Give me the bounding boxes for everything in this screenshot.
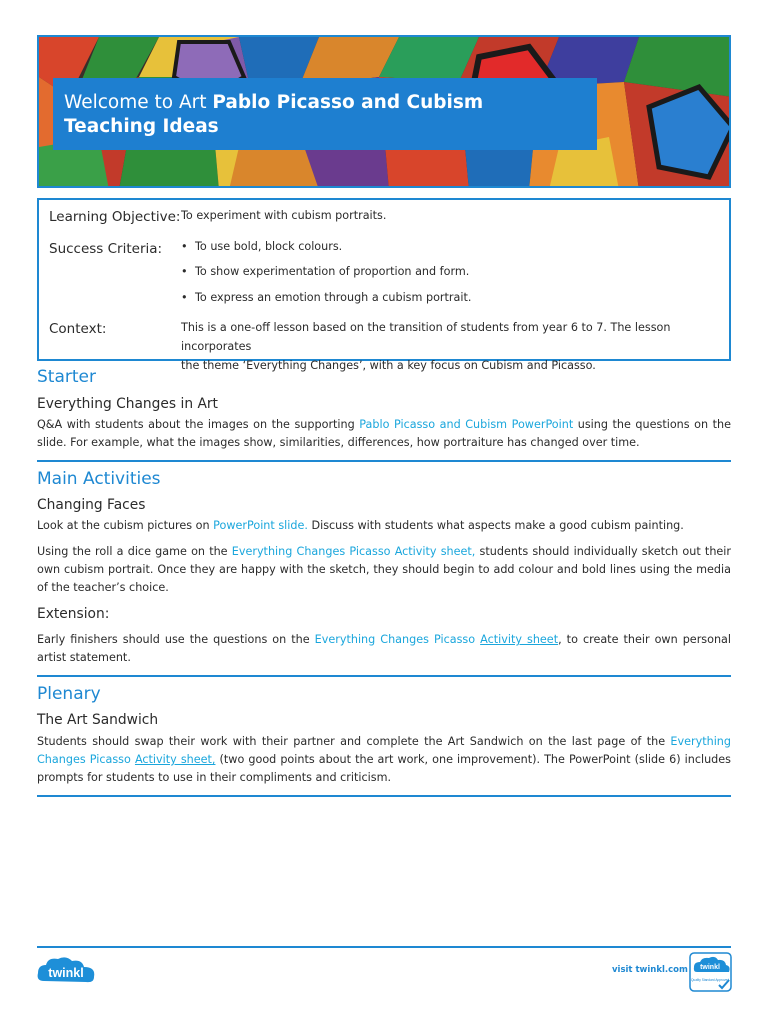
- success-criteria-item: • To use bold, block colours.: [181, 240, 343, 253]
- activity-sheet-link[interactable]: Activity sheet: [480, 633, 559, 646]
- logo-text: twinkl: [48, 966, 84, 980]
- success-criteria-item: • To show experimentation of proportion and form.: [181, 265, 470, 278]
- starter-paragraph: Q&A with students about the images on the supporting Pablo Picasso and Cubism PowerPoint using the questions on the slide. For example, what the images show, similarities, differences, how portraiture has changed over time.: [37, 418, 731, 449]
- main-activities-subheading: Changing Faces: [37, 497, 146, 513]
- section-divider: [37, 795, 731, 797]
- picasso-link[interactable]: Everything Changes Picasso: [37, 735, 731, 766]
- section-divider: [37, 460, 731, 462]
- section-divider: [37, 675, 731, 677]
- plenary-subheading: The Art Sandwich: [37, 712, 159, 728]
- lesson-info-box: [37, 198, 731, 372]
- learning-objective-label: Learning Objective:: [49, 209, 181, 225]
- title-line2: Teaching Ideas: [64, 116, 219, 137]
- starter-subheading: Everything Changes in Art: [37, 396, 218, 412]
- activity-sheet-link[interactable]: Everything Changes Picasso Activity sheet,: [231, 545, 476, 558]
- twinkl-logo[interactable]: [36, 955, 98, 987]
- main-paragraph-1: Look at the cubism pictures on PowerPoint slide. Discuss with students what aspects make a good cubism painting.: [37, 519, 684, 532]
- extension-paragraph: Early finishers should use the questions on the Everything Changes Picasso Activity sheet, to create their own personal artist statement.: [37, 633, 732, 664]
- context-text: This is a one-off lesson based on the transition of students from year 6 to 7. The lesson incorporates the theme ‘Everything Changes’, with a key focus on Cubism and Picasso.: [181, 321, 671, 372]
- badge-caption: Quality Standard Approved: [690, 978, 730, 982]
- success-criteria-item: • To express an emotion through a cubism portrait.: [181, 291, 472, 304]
- title-main: Pablo Picasso and Cubism: [212, 92, 484, 113]
- plenary-paragraph: Students should swap their work with their partner and complete the Art Sandwich on the last page of the Everything Changes Picasso Activity sheet, (two good points about the art work, one improvement). The PowerPoint (slide 6) includes prompts for students to use in their compliments and criticism.: [37, 735, 731, 784]
- learning-objective-text: To experiment with cubism portraits.: [181, 209, 387, 222]
- context-label: Context:: [49, 321, 107, 337]
- header-banner: [37, 35, 731, 188]
- visit-link[interactable]: visit twinkl.com: [612, 965, 688, 975]
- quality-badge: [689, 952, 732, 992]
- activity-sheet-link[interactable]: Activity sheet,: [134, 753, 216, 766]
- extension-heading: Extension:: [37, 606, 110, 622]
- title-prefix: Welcome to Art: [64, 92, 207, 113]
- success-criteria-label: Success Criteria:: [49, 241, 163, 257]
- powerpoint-slide-link[interactable]: PowerPoint slide.: [213, 519, 308, 532]
- page-title: [53, 78, 597, 150]
- footer-divider: [37, 946, 731, 948]
- main-activities-heading: Main Activities: [37, 469, 161, 489]
- powerpoint-link[interactable]: Pablo Picasso and Cubism PowerPoint: [359, 418, 574, 431]
- main-paragraph-2: Using the roll a dice game on the Everything Changes Picasso Activity sheet, students should individually sketch out their own cubism portrait. Once they are happy with the sketch, they should begin to add colour and bold lines using the media of the teacher’s choice.: [37, 545, 731, 594]
- starter-heading: Starter: [37, 367, 96, 387]
- picasso-link[interactable]: Everything Changes Picasso: [314, 633, 476, 646]
- plenary-heading: Plenary: [37, 684, 101, 704]
- badge-logo-text: twinkl: [700, 964, 720, 971]
